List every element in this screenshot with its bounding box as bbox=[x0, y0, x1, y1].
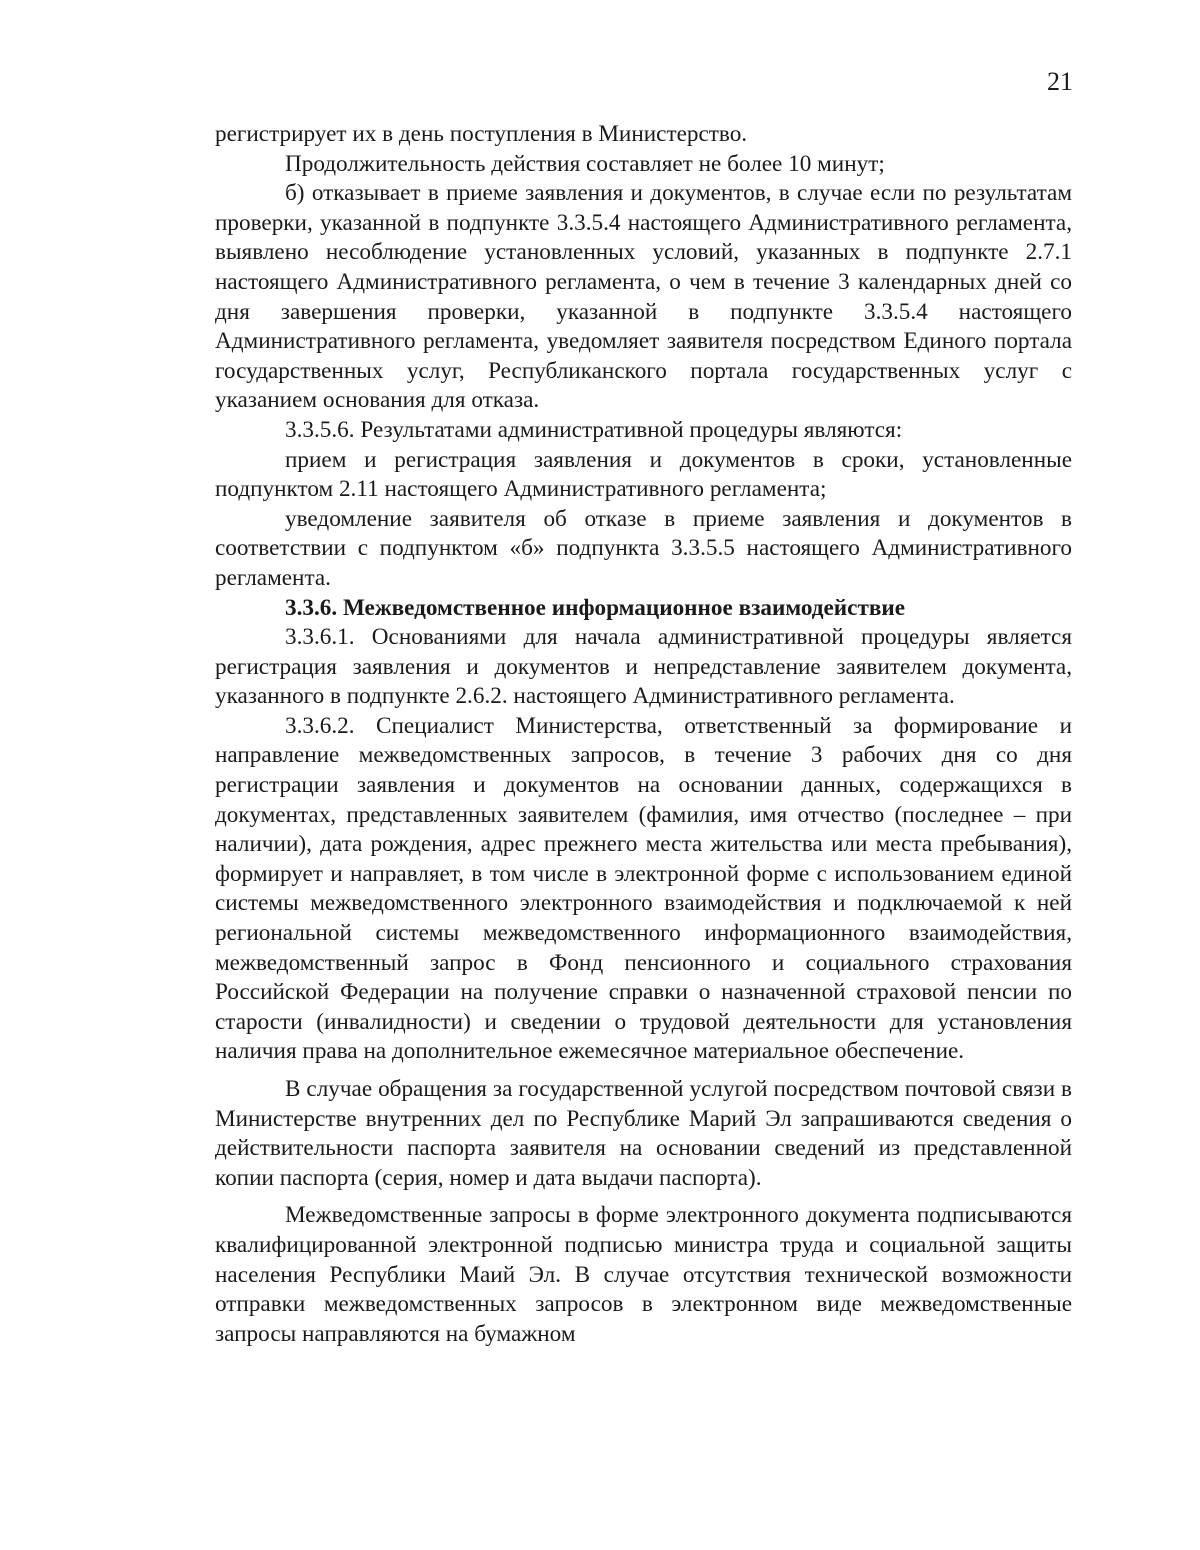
paragraph: б) отказывает в приеме заявления и документов, в случае если по результатам проверки, указанной в подпункте 3.3.5.4 настоящего Административного регламента, выявлено несоблюдение установленных условий, указанных в подпункте 2.7.1 настоящего Административного регламента, о чем в течение 3 календарных дней со дня завершения проверки, указанной в подпункте 3.3.5.4 настоящего Административного регламента, уведомляет заявителя посредством Единого портала государственных услуг, Республиканского портала государственных услуг с указанием основания для отказа. bbox=[215, 180, 1072, 414]
paragraph: 3.3.5.6. Результатами административной процедуры являются: bbox=[285, 416, 903, 443]
paragraph: прием и регистрация заявления и документов в сроки, установленные подпунктом 2.11 настоящего Административного регламента; bbox=[215, 446, 1072, 503]
paragraph: 3.3.6.2. Специалист Министерства, ответственный за формирование и направление межведомственных запросов, в течение 3 рабочих дня со дня регистрации заявления и документов на основании данных, содержащихся в документах, представленных заявителем (фамилия, имя отчество (последнее – при наличии), дата рождения, адрес прежнего места жительства или места пребывания), формирует и направляет, в том числе в электронной форме с использованием единой системы межведомственного электронного взаимодействия и подключаемой к ней региональной системы межведомственного информационного взаимодействия, межведомственный запрос в Фонд пенсионного и социального страхования Российской Федерации на получение справки о назначенной страховой пенсии по старости (инвалидности) и сведении о трудовой деятельности для установления наличия права на дополнительное ежемесячное материальное обеспечение. bbox=[215, 712, 1072, 1065]
section-heading: 3.3.6. Межведомственное информационное взаимодействие bbox=[285, 594, 906, 621]
paragraph: Продолжительность действия составляет не более 10 минут; bbox=[285, 150, 885, 177]
paragraph: В случае обращения за государственной услугой посредством почтовой связи в Министерстве внутренних дел по Республике Марий Эл запрашиваются сведения о действительности паспорта заявителя на основании сведений из представленной копии паспорта (серия, номер и дата выдачи паспорта). bbox=[215, 1076, 1072, 1191]
page-number: 21 bbox=[1047, 67, 1073, 96]
paragraph: уведомление заявителя об отказе в приеме заявления и документов в соответствии с подпунктом «б» подпункта 3.3.5.5 настоящего Административного регламента. bbox=[215, 505, 1072, 591]
paragraph: Межведомственные запросы в форме электронного документа подписываются квалифицированной электронной подписью министра труда и социальной защиты населения Республики Маий Эл. В случае отсутствия технической возможности отправки межведомственных запросов в электронном виде межведомственные запросы направляются на бумажном bbox=[215, 1202, 1072, 1347]
document-body bbox=[215, 120, 1072, 1349]
paragraph: 3.3.6.1. Основаниями для начала административной процедуры является регистрация заявления и документов и непредставление заявителем документа, указанного в подпункте 2.6.2. настоящего Административного регламента. bbox=[215, 624, 1072, 710]
paragraph: регистрирует их в день поступления в Министерство. bbox=[215, 121, 748, 147]
